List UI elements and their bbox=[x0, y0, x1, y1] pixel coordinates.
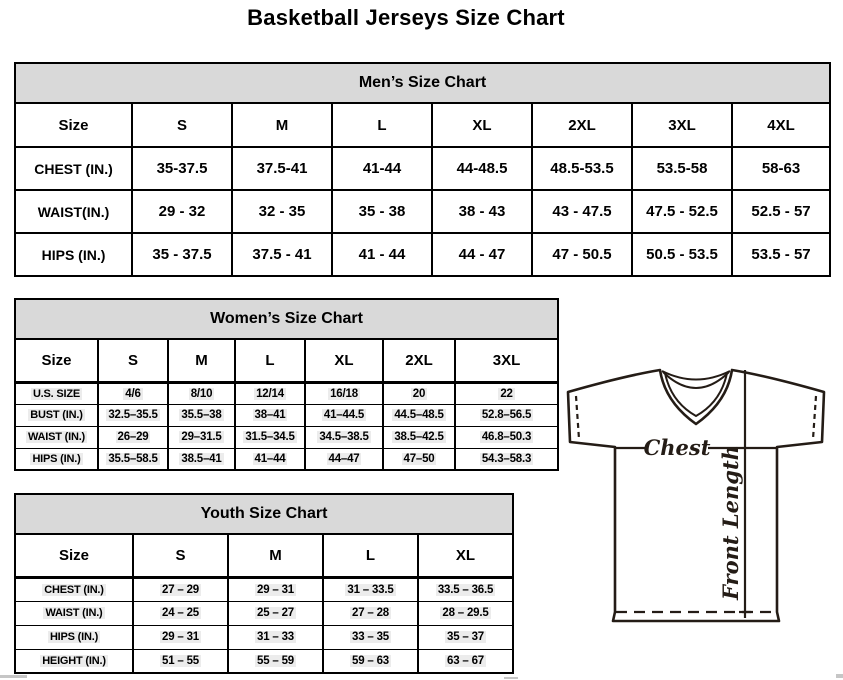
womens-row-label bbox=[15, 448, 98, 470]
cell-value-text: 37.5-41 bbox=[256, 160, 308, 177]
mens-cell-value bbox=[332, 147, 432, 190]
womens-table-row bbox=[15, 404, 558, 426]
row-label-text: HIPS (IN.) bbox=[49, 631, 99, 643]
cell-value-text: 33 – 35 bbox=[352, 631, 389, 643]
row-label-text: U.S. SIZE bbox=[32, 387, 81, 400]
cell-value-text: 27 – 28 bbox=[352, 607, 389, 619]
cell-value-text: 44 - 47 bbox=[458, 246, 506, 263]
womens-cell-value bbox=[383, 426, 455, 448]
mens-cell-value bbox=[432, 190, 532, 233]
womens-cell-value bbox=[168, 426, 235, 448]
cell-value-text: 26–29 bbox=[117, 431, 149, 443]
row-label-text: WAIST(IN.) bbox=[37, 203, 110, 220]
cell-value-text: 53.5 - 57 bbox=[751, 246, 811, 263]
youth-cell-value bbox=[323, 601, 418, 625]
page-title: Basketball Jerseys Size Chart bbox=[247, 5, 565, 30]
cell-value-text: 38.5–42.5 bbox=[394, 431, 444, 443]
mens-cell-value bbox=[132, 147, 232, 190]
womens-cell-value bbox=[235, 404, 305, 426]
cell-value-text: 31 – 33 bbox=[257, 631, 294, 643]
cell-value-text: 29 – 31 bbox=[162, 631, 199, 643]
womens-row-label bbox=[15, 426, 98, 448]
womens-cell-value bbox=[305, 426, 383, 448]
womens-column-header-size: Size bbox=[15, 339, 98, 382]
cell-value-text: 44-48.5 bbox=[456, 160, 508, 177]
cell-value-text: 35 - 37.5 bbox=[152, 246, 212, 263]
womens-cell-value bbox=[98, 404, 168, 426]
cell-value-text: 25 – 27 bbox=[257, 607, 294, 619]
womens-cell-value bbox=[98, 448, 168, 470]
cell-value-text: 28 – 29.5 bbox=[442, 607, 489, 619]
cell-value-text: 47–50 bbox=[403, 452, 435, 465]
row-label-text: HEIGHT (IN.) bbox=[42, 654, 106, 667]
womens-table-row bbox=[15, 448, 558, 470]
row-label-text: HIPS (IN.) bbox=[41, 246, 106, 263]
mens-row-label bbox=[15, 233, 132, 276]
right-cuff-dashed-line bbox=[813, 396, 816, 439]
womens-column-header-l: L bbox=[235, 339, 305, 382]
womens-table-row bbox=[15, 426, 558, 448]
youth-cell-value bbox=[228, 601, 323, 625]
cell-value-text: 29–31.5 bbox=[181, 431, 222, 443]
jersey-body-outline bbox=[568, 370, 824, 621]
youth-column-header-s: S bbox=[133, 534, 228, 577]
cell-value-text: 59 – 63 bbox=[352, 654, 389, 667]
womens-cell-value bbox=[305, 382, 383, 404]
cell-value-text: 58-63 bbox=[761, 160, 801, 177]
womens-table-row bbox=[15, 382, 558, 404]
youth-cell-value bbox=[133, 649, 228, 673]
collar-back-arc-shallow bbox=[662, 371, 730, 380]
cell-value-text: 20 bbox=[412, 387, 426, 400]
cell-value-text: 48.5-53.5 bbox=[550, 160, 614, 177]
youth-cell-value bbox=[418, 625, 513, 649]
youth-table-row bbox=[15, 649, 513, 673]
cell-value-text: 54.3–58.3 bbox=[481, 452, 532, 465]
mens-cell-value bbox=[632, 190, 732, 233]
mens-column-header-3xl: 3XL bbox=[632, 103, 732, 147]
youth-cell-value bbox=[418, 649, 513, 673]
womens-cell-value bbox=[168, 382, 235, 404]
mens-cell-value bbox=[332, 190, 432, 233]
mens-cell-value bbox=[632, 233, 732, 276]
cell-value-text: 51 – 55 bbox=[162, 654, 199, 667]
cell-value-text: 41-44 bbox=[362, 160, 402, 177]
cell-value-text: 43 - 47.5 bbox=[552, 203, 612, 220]
youth-row-label bbox=[15, 649, 133, 673]
mens-cell-value bbox=[332, 233, 432, 276]
cell-value-text: 16/18 bbox=[330, 387, 358, 400]
front-length-label: Front Length bbox=[718, 445, 743, 600]
cropped-content-sliver-right bbox=[836, 674, 843, 678]
cell-value-text: 35-37.5 bbox=[156, 160, 208, 177]
youth-cell-value bbox=[133, 601, 228, 625]
youth-cell-value bbox=[418, 577, 513, 601]
cell-value-text: 32.5–35.5 bbox=[108, 409, 158, 421]
cell-value-text: 35.5–38 bbox=[181, 409, 222, 421]
youth-column-header-size: Size bbox=[15, 534, 133, 577]
cell-value-text: 27 – 29 bbox=[162, 583, 199, 596]
youth-chart-title: Youth Size Chart bbox=[15, 494, 513, 534]
youth-table-row bbox=[15, 577, 513, 601]
mens-cell-value bbox=[532, 147, 632, 190]
mens-size-table bbox=[14, 62, 831, 277]
cell-value-text: 41 - 44 bbox=[358, 246, 406, 263]
cell-value-text: 29 – 31 bbox=[257, 583, 294, 596]
cell-value-text: 8/10 bbox=[190, 387, 213, 400]
youth-cell-value bbox=[418, 601, 513, 625]
cell-value-text: 31 – 33.5 bbox=[347, 583, 394, 596]
cell-value-text: 38.5–41 bbox=[181, 452, 222, 465]
mens-column-header-xl: XL bbox=[432, 103, 532, 147]
cell-value-text: 34.5–38.5 bbox=[319, 431, 369, 443]
cell-value-text: 50.5 - 53.5 bbox=[646, 246, 718, 263]
youth-table-row bbox=[15, 601, 513, 625]
cell-value-text: 38 - 43 bbox=[458, 203, 506, 220]
mens-column-header-m: M bbox=[232, 103, 332, 147]
mens-cell-value bbox=[232, 233, 332, 276]
cell-value-text: 47 - 50.5 bbox=[552, 246, 612, 263]
cell-value-text: 46.8–50.3 bbox=[481, 431, 532, 443]
mens-cell-value bbox=[232, 190, 332, 233]
cell-value-text: 47.5 - 52.5 bbox=[646, 203, 718, 220]
cell-value-text: 29 - 32 bbox=[158, 203, 206, 220]
row-label-text: WAIST (IN.) bbox=[45, 607, 103, 619]
womens-cell-value bbox=[98, 382, 168, 404]
womens-cell-value bbox=[383, 448, 455, 470]
cropped-content-sliver-left bbox=[0, 675, 27, 678]
womens-cell-value bbox=[305, 404, 383, 426]
mens-cell-value bbox=[632, 147, 732, 190]
womens-chart-title: Women’s Size Chart bbox=[15, 299, 558, 339]
cell-value-text: 38–41 bbox=[254, 409, 286, 421]
cell-value-text: 41–44.5 bbox=[323, 409, 365, 421]
youth-column-header-m: M bbox=[228, 534, 323, 577]
mens-row-label bbox=[15, 147, 132, 190]
mens-cell-value bbox=[432, 233, 532, 276]
youth-cell-value bbox=[228, 577, 323, 601]
mens-column-header-s: S bbox=[132, 103, 232, 147]
cell-value-text: 35.5–58.5 bbox=[108, 452, 158, 465]
mens-table-row bbox=[15, 190, 830, 233]
cell-value-text: 22 bbox=[500, 387, 513, 400]
chest-label: Chest bbox=[643, 435, 711, 460]
cell-value-text: 32 - 35 bbox=[258, 203, 306, 220]
mens-column-header-2xl: 2XL bbox=[532, 103, 632, 147]
left-cuff-dashed-line bbox=[576, 396, 579, 439]
mens-cell-value bbox=[732, 147, 830, 190]
jersey-outline-svg bbox=[558, 360, 843, 675]
youth-cell-value bbox=[133, 577, 228, 601]
womens-column-header-s: S bbox=[98, 339, 168, 382]
jersey-measurement-diagram bbox=[558, 360, 843, 675]
cell-value-text: 35 - 38 bbox=[358, 203, 406, 220]
mens-row-label bbox=[15, 190, 132, 233]
womens-cell-value bbox=[235, 382, 305, 404]
row-label-text: BUST (IN.) bbox=[30, 409, 83, 421]
womens-cell-value bbox=[235, 448, 305, 470]
womens-cell-value bbox=[168, 404, 235, 426]
youth-cell-value bbox=[228, 625, 323, 649]
mens-cell-value bbox=[732, 190, 830, 233]
cell-value-text: 41–44 bbox=[254, 452, 286, 465]
cell-value-text: 35 – 37 bbox=[447, 631, 484, 643]
cell-value-text: 52.5 - 57 bbox=[751, 203, 811, 220]
cell-value-text: 55 – 59 bbox=[257, 654, 294, 667]
mens-column-header-size: Size bbox=[15, 103, 132, 147]
mens-cell-value bbox=[132, 190, 232, 233]
row-label-text: CHEST (IN.) bbox=[34, 160, 113, 177]
womens-cell-value bbox=[383, 382, 455, 404]
womens-cell-value bbox=[455, 404, 558, 426]
womens-column-header-m: M bbox=[168, 339, 235, 382]
womens-cell-value bbox=[305, 448, 383, 470]
cell-value-text: 4/6 bbox=[125, 387, 141, 400]
youth-size-table bbox=[14, 493, 514, 674]
mens-cell-value bbox=[532, 190, 632, 233]
youth-cell-value bbox=[323, 649, 418, 673]
youth-row-label bbox=[15, 625, 133, 649]
womens-cell-value bbox=[168, 448, 235, 470]
womens-cell-value bbox=[455, 448, 558, 470]
mens-cell-value bbox=[532, 233, 632, 276]
youth-row-label bbox=[15, 577, 133, 601]
mens-table-row bbox=[15, 147, 830, 190]
mens-cell-value bbox=[732, 233, 830, 276]
cell-value-text: 52.8–56.5 bbox=[481, 409, 532, 421]
womens-column-header-xl: XL bbox=[305, 339, 383, 382]
cell-value-text: 44–47 bbox=[328, 452, 360, 465]
row-label-text: WAIST (IN.) bbox=[27, 431, 86, 443]
womens-cell-value bbox=[455, 382, 558, 404]
womens-cell-value bbox=[455, 426, 558, 448]
womens-row-label bbox=[15, 382, 98, 404]
mens-column-header-l: L bbox=[332, 103, 432, 147]
mens-chart-title: Men’s Size Chart bbox=[15, 63, 830, 103]
womens-cell-value bbox=[98, 426, 168, 448]
youth-cell-value bbox=[228, 649, 323, 673]
womens-cell-value bbox=[383, 404, 455, 426]
cell-value-text: 63 – 67 bbox=[447, 654, 484, 667]
cell-value-text: 33.5 – 36.5 bbox=[437, 583, 494, 596]
cell-value-text: 44.5–48.5 bbox=[394, 409, 444, 421]
youth-cell-value bbox=[133, 625, 228, 649]
youth-row-label bbox=[15, 601, 133, 625]
youth-cell-value bbox=[323, 577, 418, 601]
cell-value-text: 53.5-58 bbox=[656, 160, 708, 177]
cell-value-text: 24 – 25 bbox=[162, 607, 199, 619]
cell-value-text: 31.5–34.5 bbox=[245, 431, 295, 443]
mens-column-header-4xl: 4XL bbox=[732, 103, 830, 147]
womens-cell-value bbox=[235, 426, 305, 448]
youth-table-row bbox=[15, 625, 513, 649]
womens-size-table bbox=[14, 298, 559, 471]
youth-column-header-xl: XL bbox=[418, 534, 513, 577]
mens-cell-value bbox=[232, 147, 332, 190]
womens-column-header-3xl: 3XL bbox=[455, 339, 558, 382]
womens-row-label bbox=[15, 404, 98, 426]
mens-table-row bbox=[15, 233, 830, 276]
cell-value-text: 12/14 bbox=[256, 387, 284, 400]
row-label-text: CHEST (IN.) bbox=[44, 583, 104, 596]
youth-column-header-l: L bbox=[323, 534, 418, 577]
mens-cell-value bbox=[432, 147, 532, 190]
row-label-text: HIPS (IN.) bbox=[32, 452, 81, 465]
womens-column-header-2xl: 2XL bbox=[383, 339, 455, 382]
cell-value-text: 37.5 - 41 bbox=[252, 246, 312, 263]
mens-cell-value bbox=[132, 233, 232, 276]
youth-cell-value bbox=[323, 625, 418, 649]
